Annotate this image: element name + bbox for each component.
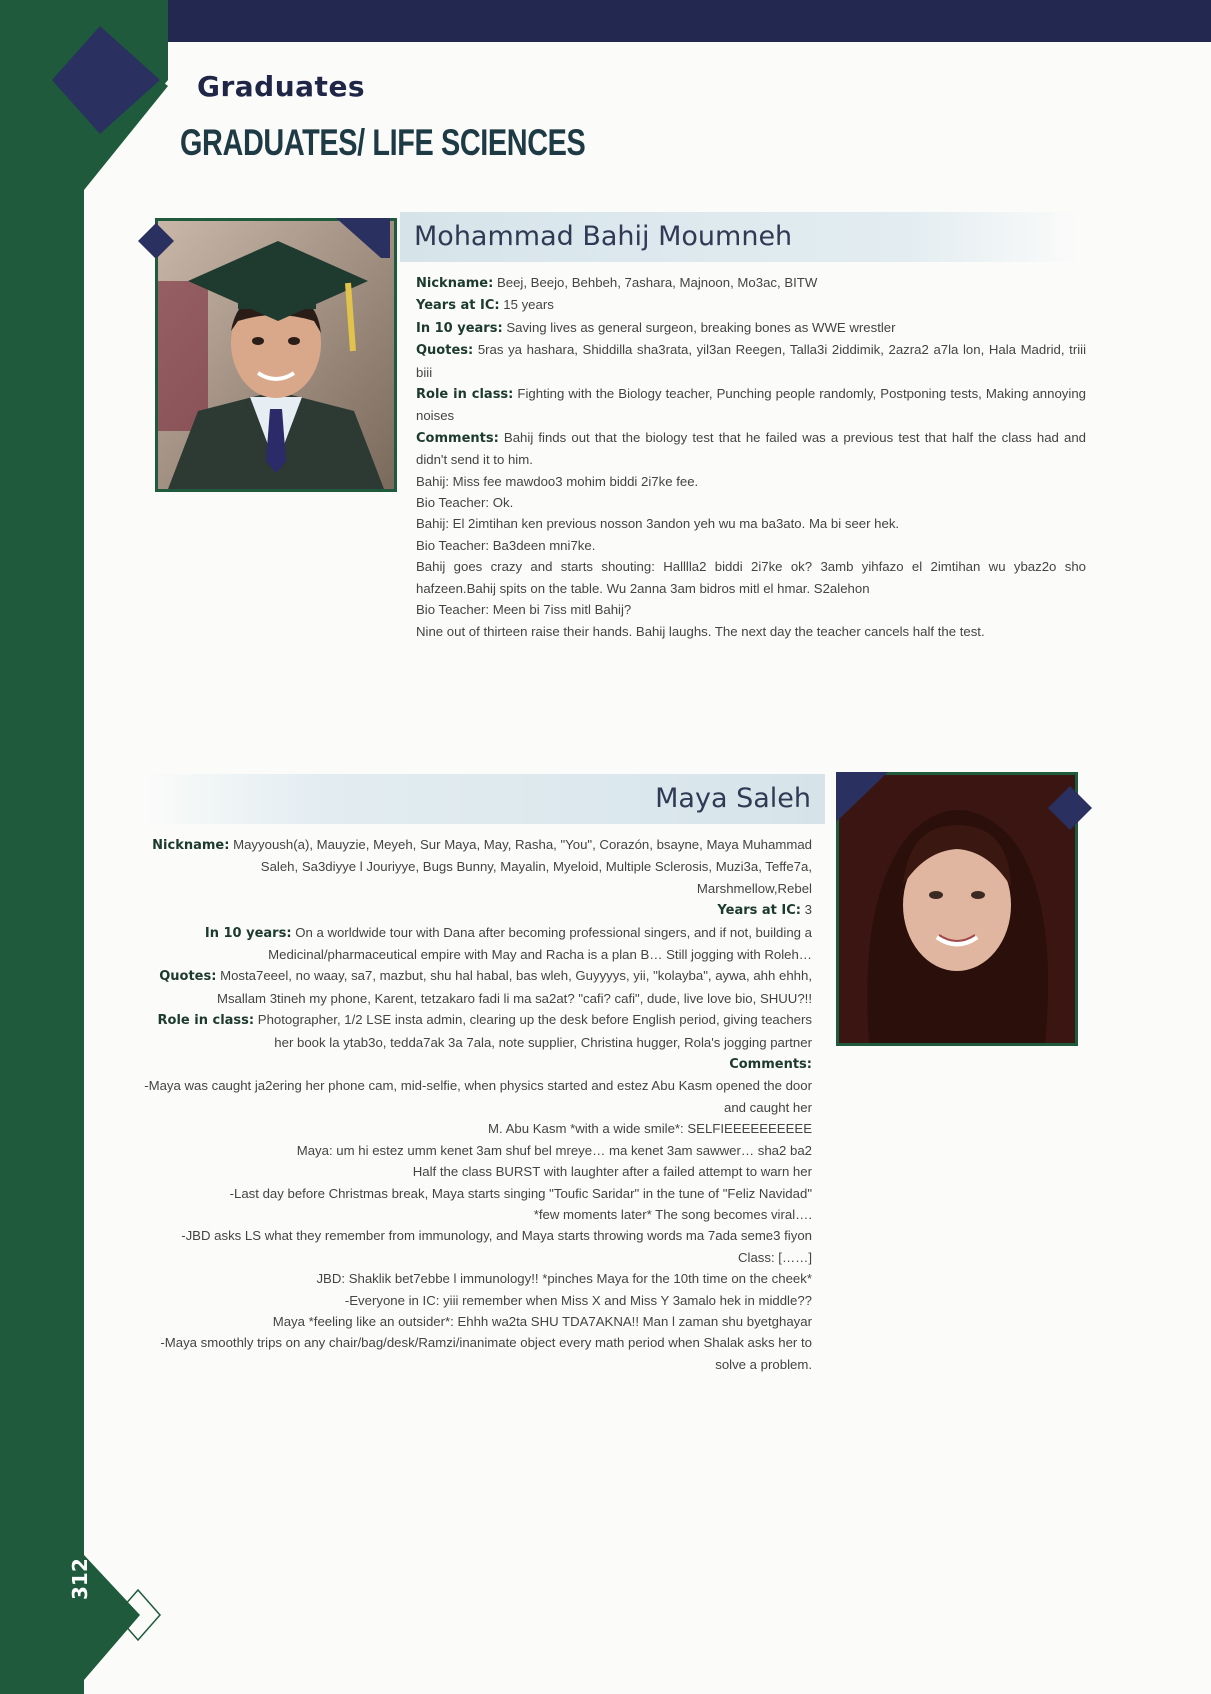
graduate-photo-1 xyxy=(155,218,397,492)
field-value: Mosta7eeel, no waay, sa7, mazbut, shu hal habal, bas wleh, Guyyyys, yii, "kolayba", aywa, ahh ehhh, Msallam 3tineh my phone, Karent, tetzakaro fadi li ma sa2at? "cafi? cafi", dude, live love bio, SHUU?!! xyxy=(216,968,812,1006)
comment-line: -Maya was caught ja2ering her phone cam, mid-selfie, when physics started and estez Abu Kasm opened the door and caught her xyxy=(144,1078,812,1115)
comment-line: -Last day before Christmas break, Maya starts singing "Toufic Saridar" in the tune of "Feliz Navidad" xyxy=(229,1185,812,1201)
field-label: Quotes: xyxy=(416,343,474,359)
graduate-portrait-icon xyxy=(158,221,394,489)
comment-line: Bahij: Miss fee mawdoo3 mohim biddi 2i7ke fee. xyxy=(416,473,699,489)
profile-name: Mohammad Bahij Moumneh xyxy=(414,221,793,252)
field-label: In 10 years: xyxy=(204,925,292,941)
comment-line: Half the class BURST with laughter after a failed attempt to warn her xyxy=(412,1164,812,1180)
field-value: Saving lives as general surgeon, breaking bones as WWE wrestler xyxy=(502,319,896,335)
comment-line: -Maya smoothly trips on any chair/bag/desk/Ramzi/inanimate object every math period when Shalak asks her to solve a problem. xyxy=(160,1335,812,1372)
field-value: Mayyoush(a), Mauyzie, Meyeh, Sur Maya, May, Rasha, "You", Corazón, bsayne, Maya Muhammad Saleh, Sa3diyye l Jouriyye, Bugs Bunny, Mayalin, Myeloid, Multiple Sclerosis, Muzi3a, Teffe7a, Marshmellow,Rebel xyxy=(229,837,812,896)
field-value: 3 xyxy=(801,902,812,918)
field-label: Years at IC: xyxy=(416,298,500,314)
comment-line: Nine out of thirteen raise their hands. Bahij laughs. The next day the teacher cancels half the test. xyxy=(416,623,985,639)
comment-line: Bio Teacher: Meen bi 7iss mitl Bahij? xyxy=(416,602,632,618)
field-label: Quotes: xyxy=(159,969,217,985)
field-label: Comments: xyxy=(416,430,499,446)
photo-corner-decoration xyxy=(138,218,398,258)
comment-line: -Everyone in IC: yiii remember when Miss X and Miss Y 3amalo hek in middle?? xyxy=(344,1292,812,1308)
profile-bio xyxy=(144,834,812,1375)
field-value: Photographer, 1/2 LSE insta admin, clearing up the desk before English period, giving teachers her book la ytab3o, tedda7ak 3a 7ala, note supplier, Christina hugger, Rola's jogging partner xyxy=(254,1012,812,1050)
profile-name-banner xyxy=(400,212,1080,262)
comment-line: Class: [……] xyxy=(737,1249,812,1265)
comment-line: -JBD asks LS what they remember from immunology, and Maya starts throwing words ma 7ada seme3 fiyon xyxy=(181,1228,812,1244)
profile-name: Maya Saleh xyxy=(655,783,811,814)
profile-name-banner xyxy=(145,774,825,824)
section-kicker: Graduates xyxy=(197,70,366,103)
comment-line: Bahij goes crazy and starts shouting: Halllla2 biddi 2i7ke ok? 3amb yihfazo el 2imtihan wu ybaz2o sho hafzeen.Bahij spits on the table. Wu 2anna 3am bidros mitl el hmar. S2alehon xyxy=(416,559,1086,596)
photo-corner-decoration xyxy=(830,772,1100,832)
field-value: Fighting with the Biology teacher, Punching people randomly, Postponing tests, Making annoying noises xyxy=(416,386,1086,424)
field-value: On a worldwide tour with Dana after becoming professional singers, and if not, building a Medicinal/pharmaceutical empire with May and Racha is a plan B… Still jogging with Roleh… xyxy=(268,924,812,963)
comment-line: Maya: um hi estez umm kenet 3am shuf bel mreye… ma kenet 3am sawwer… sha2 ba2 xyxy=(296,1142,812,1158)
page-number: 312 xyxy=(68,1558,92,1600)
profile-bio xyxy=(416,272,1086,642)
field-value: Bahij finds out that the biology test that he failed was a previous test that half the class had and didn't send it to him. xyxy=(416,429,1086,468)
comment-line: Bio Teacher: Ba3deen mni7ke. xyxy=(416,537,596,553)
comment-line: M. Abu Kasm *with a wide smile*: SELFIEEEEEEEEEE xyxy=(488,1121,812,1137)
field-label: Nickname: xyxy=(152,838,230,853)
comment-line: Bahij: El 2imtihan ken previous nosson 3andon yeh wu ma ba3ato. Ma bi seer hek. xyxy=(416,516,900,532)
field-value: Beej, Beejo, Behbeh, 7ashara, Majnoon, Mo3ac, BITW xyxy=(493,275,818,290)
field-label: In 10 years: xyxy=(416,320,503,336)
field-label: Comments: xyxy=(729,1057,812,1073)
comment-line: JBD: Shaklik bet7ebbe l immunology!! *pinches Maya for the 10th time on the cheek* xyxy=(316,1271,812,1287)
comment-line: Maya *feeling like an outsider*: Ehhh wa2ta SHU TDA7AKNA!! Man l zaman shu byetghayar xyxy=(272,1313,812,1329)
comment-line: Bio Teacher: Ok. xyxy=(416,495,514,511)
field-label: Role in class: xyxy=(416,387,514,403)
field-value: 15 years xyxy=(499,297,554,313)
field-label: Years at IC: xyxy=(717,903,801,919)
field-value: 5ras ya hashara, Shiddilla sha3rata, yil3an Reegen, Talla3i 2iddimik, 2azra2 a7la lon, Hala Madrid, triii biii xyxy=(416,342,1086,380)
page-title: GRADUATES/ LIFE SCIENCES xyxy=(180,122,586,163)
field-label: Nickname: xyxy=(416,276,494,291)
comment-line: *few moments later* The song becomes viral…. xyxy=(533,1206,812,1222)
field-label: Role in class: xyxy=(157,1013,255,1029)
